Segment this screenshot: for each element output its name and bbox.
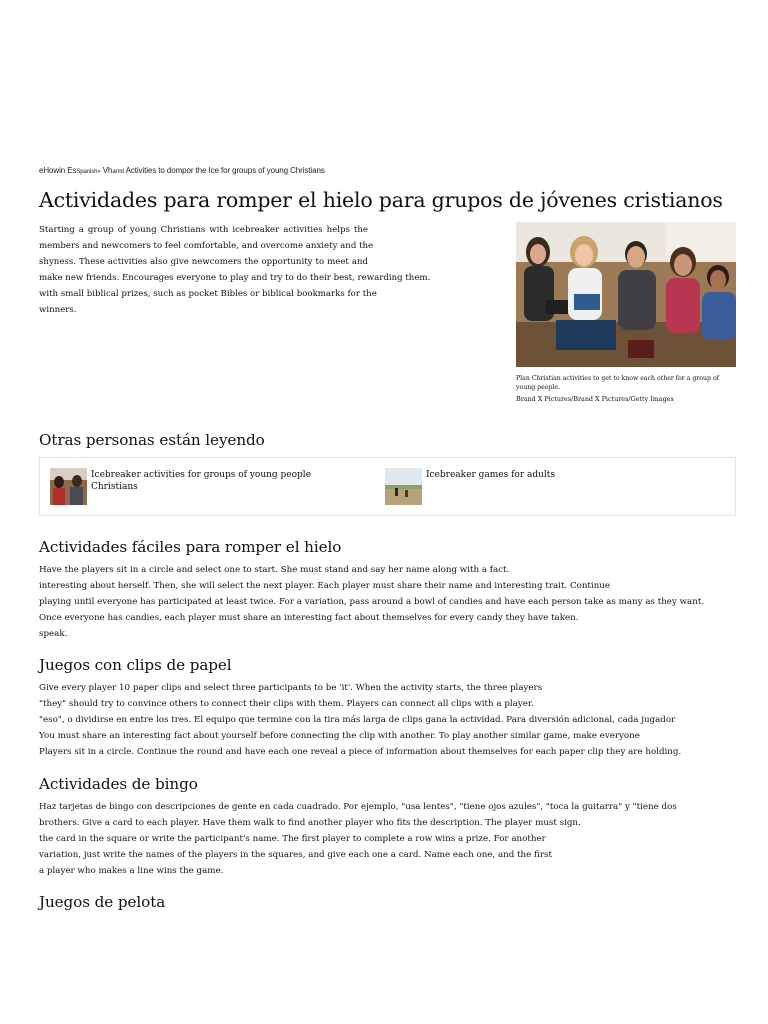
breadcrumb-current: Activities to dompor the Ice for groups of young Christians bbox=[123, 166, 325, 175]
breadcrumb-spanish: Spanish bbox=[76, 169, 98, 175]
related-thumbnail-image bbox=[50, 468, 87, 505]
hero-photo-illustration bbox=[516, 222, 736, 367]
breadcrumb bbox=[39, 166, 325, 175]
breadcrumb-vh[interactable]: Vh bbox=[102, 166, 113, 175]
section-line: the card in the square or write the participant's name. The first player to complete a row wins a prize. For another bbox=[39, 834, 546, 844]
related-articles bbox=[39, 457, 736, 516]
section-line: Once everyone has candies, each player must share an interesting fact about themselves for every candy they have taken. bbox=[39, 613, 579, 623]
section-body bbox=[39, 680, 736, 760]
related-item-2[interactable] bbox=[385, 468, 555, 505]
related-thumbnail[interactable] bbox=[50, 468, 87, 505]
intro-paragraph bbox=[39, 222, 431, 318]
intro-line: with small biblical prizes, such as pocket Bibles or biblical bookmarks for the bbox=[39, 289, 377, 299]
hero-credit: Brand X Pictures/Brand X Pictures/Getty Images bbox=[516, 395, 674, 403]
section-heading: Juegos de pelota bbox=[39, 893, 166, 911]
related-item-1[interactable] bbox=[50, 468, 311, 505]
related-heading: Otras personas están leyendo bbox=[39, 431, 265, 449]
section-line: variation, just write the names of the players in the squares, and give each one a card. Name each one, and the first bbox=[39, 850, 552, 860]
related-title-line[interactable]: Christians bbox=[91, 482, 138, 492]
section-heading: Actividades fáciles para romper el hielo bbox=[39, 538, 342, 556]
breadcrumb-separator: » bbox=[97, 169, 101, 175]
related-title-line[interactable]: Icebreaker activities for groups of young people bbox=[91, 470, 312, 480]
section-line: playing until everyone has participated at least twice. For a variation, pass around a bowl of candies and have each person take as many as they want. bbox=[39, 597, 705, 607]
intro-line: Starting a group of young Christians with icebreaker activities helps the bbox=[39, 225, 368, 235]
breadcrumb-ehow[interactable]: eHow bbox=[39, 166, 60, 175]
section-line: "they" should try to convince others to connect their clips with them. Players can connect all clips with a player. bbox=[39, 699, 534, 709]
related-thumbnail[interactable] bbox=[385, 468, 422, 505]
page-title: Actividades para romper el hielo para grupos de jóvenes cristianos bbox=[39, 188, 723, 212]
section-heading: Juegos con clips de papel bbox=[39, 656, 232, 674]
section-heading: Actividades de bingo bbox=[39, 775, 198, 793]
section-line: interesting about herself. Then, she will select the next player. Each player must share their name and interesting trait. Continue bbox=[39, 581, 611, 591]
section-line: "eso", o dividirse en entre los tres. El equipo que termine con la tira más larga de clips gana la actividad. Para diversión adicional, cada jugador bbox=[39, 715, 676, 725]
related-title-line[interactable]: Icebreaker games for adults bbox=[426, 470, 556, 480]
breadcrumb-armt: armt bbox=[112, 169, 124, 175]
breadcrumb-es[interactable]: in Es bbox=[59, 166, 77, 175]
section-line: brothers. Give a card to each player. Have them walk to find another player who fits the description. The player must sign. bbox=[39, 818, 581, 828]
section-line: Haz tarjetas de bingo con descripciones de gente en cada cuadrado. Por ejemplo, "usa lentes", "tiene ojos azules", "toca la guitarra" y "tiene dos bbox=[39, 802, 677, 812]
section-line: Give every player 10 paper clips and select three participants to be 'it'. When the activity starts, the three players bbox=[39, 683, 543, 693]
intro-line: members and newcomers to feel comfortable, and overcome anxiety and the bbox=[39, 241, 374, 251]
intro-line: winners. bbox=[39, 305, 77, 315]
section-line: a player who makes a line wins the game. bbox=[39, 866, 224, 876]
section-body bbox=[39, 562, 736, 642]
intro-line: shyness. These activities also give newcomers the opportunity to meet and bbox=[39, 257, 368, 267]
hero-caption: Plan Christian activities to get to know each other for a group of young people. bbox=[516, 375, 719, 391]
section-body bbox=[39, 799, 736, 879]
section-line: Players sit in a circle. Continue the round and have each one reveal a piece of information about themselves for each paper clip they are holding. bbox=[39, 747, 682, 757]
section-line: Have the players sit in a circle and select one to start. She must stand and say her name along with a fact. bbox=[39, 565, 510, 575]
hero-image bbox=[516, 222, 736, 367]
section-line: speak. bbox=[39, 629, 68, 639]
intro-line: make new friends. Encourages everyone to play and try to do their best, rewarding them. bbox=[39, 273, 431, 283]
related-thumbnail-image bbox=[385, 468, 422, 505]
section-line: You must share an interesting fact about yourself before connecting the clip with another. To play another similar game, make everyone bbox=[39, 731, 640, 741]
